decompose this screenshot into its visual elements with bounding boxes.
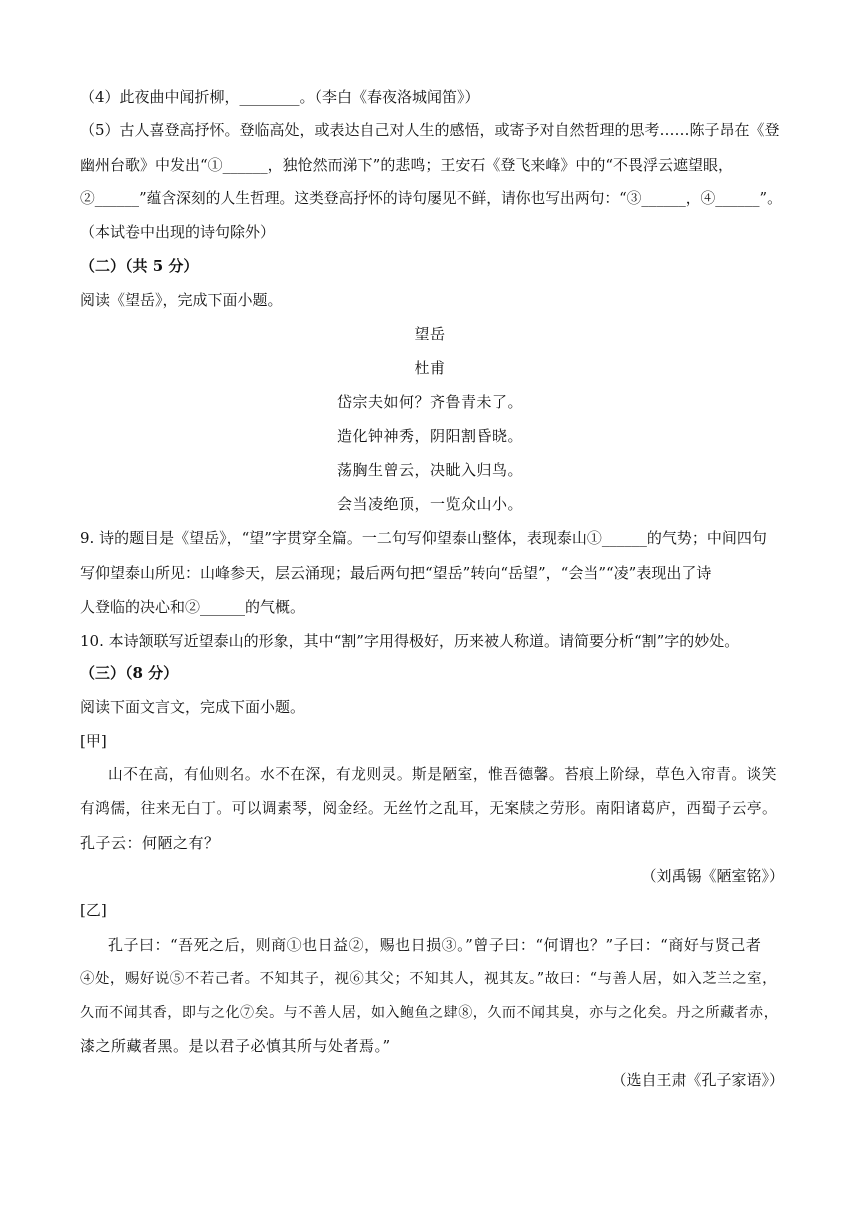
yi-line-3: 久而不闻其香，即与之化⑦矣。与不善人居，如入鲍鱼之肆⑧，久而不闻其臭，亦与之化矣。丹之所藏者赤， <box>80 1005 779 1021</box>
jia-label: [甲] <box>80 732 107 750</box>
jia-line-1: 山不在高，有仙则名。水不在深，有龙则灵。斯是陋室，惟吾德馨。苔痕上阶绿，草色入帘青。谈笑 <box>108 766 777 783</box>
q9-line-3: 人登临的决心和②______的气概。 <box>80 598 306 616</box>
section3-intro: 阅读下面文言文，完成下面小题。 <box>80 698 306 716</box>
yi-line-2: ④处，赐好说⑤不若己者。不知其子，视⑥其父；不知其人，视其友。”故曰：“与善人居，如入芝兰之室， <box>80 971 778 987</box>
q4-line: （4）此夜曲中闻折柳，________。（李白《春夜洛城闻笛》） <box>80 88 480 106</box>
q5-line-4: （本试卷中出现的诗句除外） <box>80 223 276 241</box>
jia-line-3: 孔子云：何陋之有？ <box>80 834 220 852</box>
q9-line-2: 写仰望泰山所见：山峰参天，层云涌现；最后两句把“望岳”转向“岳望”，“会当”“凌”表现出了诗 <box>80 564 712 582</box>
poem-line-3: 荡胸生曾云，决眦入归鸟。 <box>336 461 523 479</box>
jia-source: （刘禹锡《陋室铭》） <box>641 867 784 885</box>
poem-line-1: 岱宗夫如何？齐鲁青未了。 <box>336 393 523 411</box>
poem-line-2: 造化钟神秀，阴阳割昏晓。 <box>336 427 523 445</box>
q5-line-1: （5）古人喜登高抒怀。登临高处，或表达自己对人生的感悟，或寄予对自然哲理的思考……陈子昂在《登 <box>80 121 780 139</box>
q5-line-2: 幽州台歌》中发出“①______，独怆然而涕下”的悲鸣；王安石《登飞来峰》中的“不畏浮云遮望眼， <box>80 156 734 174</box>
yi-line-1: 孔子曰：“吾死之后，则商①也日益②，赐也日损③。”曾子曰：“何谓也？”子曰：“商好与贤己者 <box>108 936 762 954</box>
section3-heading: （三）（8 分） <box>80 664 179 682</box>
yi-label: [乙] <box>80 901 107 919</box>
jia-line-2: 有鸿儒，往来无白丁。可以调素琴，阅金经。无丝竹之乱耳，无案牍之劳形。南阳诸葛庐，西蜀子云亭。 <box>80 800 778 817</box>
q9-line-1: 9. 诗的题目是《望岳》，“望”字贯穿全篇。一二句写仰望泰山整体，表现泰山①______的气势；中间四句 <box>80 529 767 547</box>
yi-source: （选自王肃《孔子家语》） <box>611 1071 784 1089</box>
section2-intro: 阅读《望岳》，完成下面小题。 <box>80 291 283 309</box>
poem-line-4: 会当凌绝顶，一览众山小。 <box>336 495 523 513</box>
poem-author: 杜甫 <box>414 359 446 377</box>
yi-line-4: 漆之所藏者黑。是以君子必慎其所与处者焉。” <box>80 1037 391 1055</box>
q10-line: 10. 本诗颔联写近望泰山的形象，其中“割”字用得极好，历来被人称道。请简要分析“割”字的妙处。 <box>80 632 740 650</box>
section2-heading: （二）（共 5 分） <box>80 257 199 275</box>
poem-title: 望岳 <box>414 325 446 343</box>
q5-line-3: ②______”蕴含深刻的人生哲理。这类登高抒怀的诗句屡见不鲜，请你也写出两句：“③______，④______”。 <box>80 190 782 207</box>
